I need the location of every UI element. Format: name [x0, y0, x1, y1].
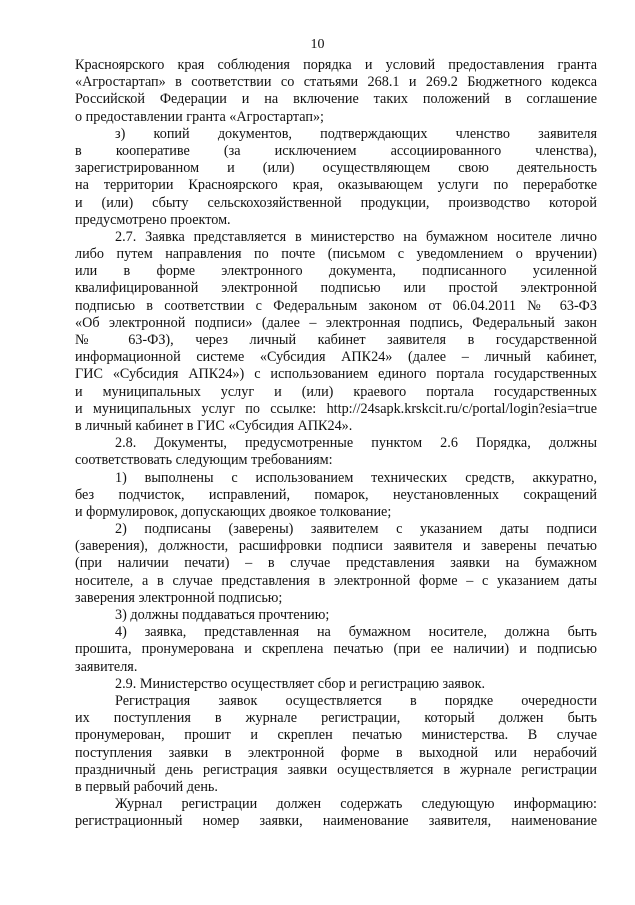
text-line: и муниципальных услуг по ссылке: http://24sapk.krskcit.ru/c/portal/login?esia=true — [75, 400, 597, 417]
text-line: в первый рабочий день. — [75, 778, 218, 795]
text-line: заявителя. — [75, 658, 138, 675]
text-line: носителе, а в случае представления в электронной форме – с указанием даты — [75, 572, 597, 589]
text-line: и (или) сбыту сельскохозяйственной продукции, производство которой — [75, 194, 597, 211]
text-line: заверения электронной подписью; — [75, 589, 283, 606]
text-line: о предоставлении гранта «Агростартап»; — [75, 108, 324, 125]
text-line: № 63-ФЗ), через личный кабинет заявителя в государственной — [75, 332, 597, 348]
text-line: з) копий документов, подтверждающих членство заявителя — [115, 125, 597, 142]
text-line: без подчисток, исправлений, помарок, неустановленных сокращений — [75, 486, 597, 503]
text-line: и муниципальных услуг и (или) краевого портала государственных — [75, 383, 597, 400]
page-number: 10 — [310, 37, 325, 52]
text-line: на территории Красноярского края, оказывающем услуги по переработке — [75, 177, 597, 194]
text-line: 2) подписаны (заверены) заявителем с указанием даты подписи — [115, 521, 597, 538]
text-line: информационной системе «Субсидия АПК24» (далее – личный кабинет, — [75, 349, 597, 366]
text-line: их поступления в журнале регистрации, который должен быть — [75, 710, 597, 727]
text-line: (заверения), должности, расшифровки подписи заявителя и заверены печатью — [75, 538, 597, 555]
text-line: Российской Федерации и на включение таких положений в соглашение — [75, 91, 597, 108]
text-line: 3) должны поддаваться прочтению; — [115, 607, 330, 623]
text-line: поступления заявки в электронной форме в выходной или нерабочий — [75, 744, 597, 761]
text-line: квалифицированной электронной подписью или простой электронной — [75, 280, 597, 297]
text-line: «Об электронной подписи» (далее – электронная подпись, Федеральный закон — [75, 314, 597, 331]
text-line: Регистрация заявок осуществляется в порядке очередности — [115, 692, 597, 709]
text-line: пронумерован, прошит и скреплен печатью министерства. В случае — [75, 727, 597, 744]
body-text — [75, 57, 597, 830]
text-line: ГИС «Субсидия АПК24») с использованием единого портала государственных — [75, 366, 597, 383]
text-line: либо путем направления по почте (письмом с уведомлением о вручении) — [75, 246, 597, 263]
text-line: в личный кабинет в ГИС «Субсидия АПК24». — [75, 417, 353, 434]
text-line: «Агростартап» в соответствии со статьями 268.1 и 269.2 Бюджетного кодекса — [75, 74, 597, 91]
text-line: (при наличии печати) – в случае представления заявки на бумажном — [75, 555, 597, 572]
text-line: или в форме электронного документа, подписанного усиленной — [75, 263, 597, 280]
text-line: предусмотрено проектом. — [75, 211, 231, 228]
text-line: 1) выполнены с использованием технических средств, аккуратно, — [115, 469, 597, 486]
text-line: Красноярского края соблюдения порядка и условий предоставления гранта — [75, 57, 597, 73]
text-line: и формулировок, допускающих двоякое толкование; — [75, 503, 392, 520]
text-line: подписью в соответствии с Федеральным законом от 06.04.2011 № 63-ФЗ — [75, 297, 597, 314]
text-line: зарегистрированном и (или) осуществляющем свою деятельность — [75, 160, 597, 177]
text-line: в кооперативе (за исключением ассоциированного членства), — [75, 142, 597, 159]
text-line: 2.9. Министерство осуществляет сбор и регистрацию заявок. — [115, 675, 486, 692]
text-line: регистрационный номер заявки, наименование заявителя, наименование — [75, 813, 597, 830]
text-line: прошита, пронумерована и скреплена печатью (при ее наличии) и подписью — [75, 641, 597, 658]
text-line: праздничный день регистрация заявки осуществляется в журнале регистрации — [75, 761, 597, 778]
text-line: 4) заявка, представленная на бумажном носителе, должна быть — [115, 624, 597, 641]
text-line: Журнал регистрации должен содержать следующую информацию: — [115, 796, 597, 813]
text-line: соответствовать следующим требованиям: — [75, 452, 333, 469]
text-line: 2.8. Документы, предусмотренные пунктом 2.6 Порядка, должны — [115, 435, 597, 452]
text-line: 2.7. Заявка представляется в министерство на бумажном носителе лично — [115, 228, 597, 245]
